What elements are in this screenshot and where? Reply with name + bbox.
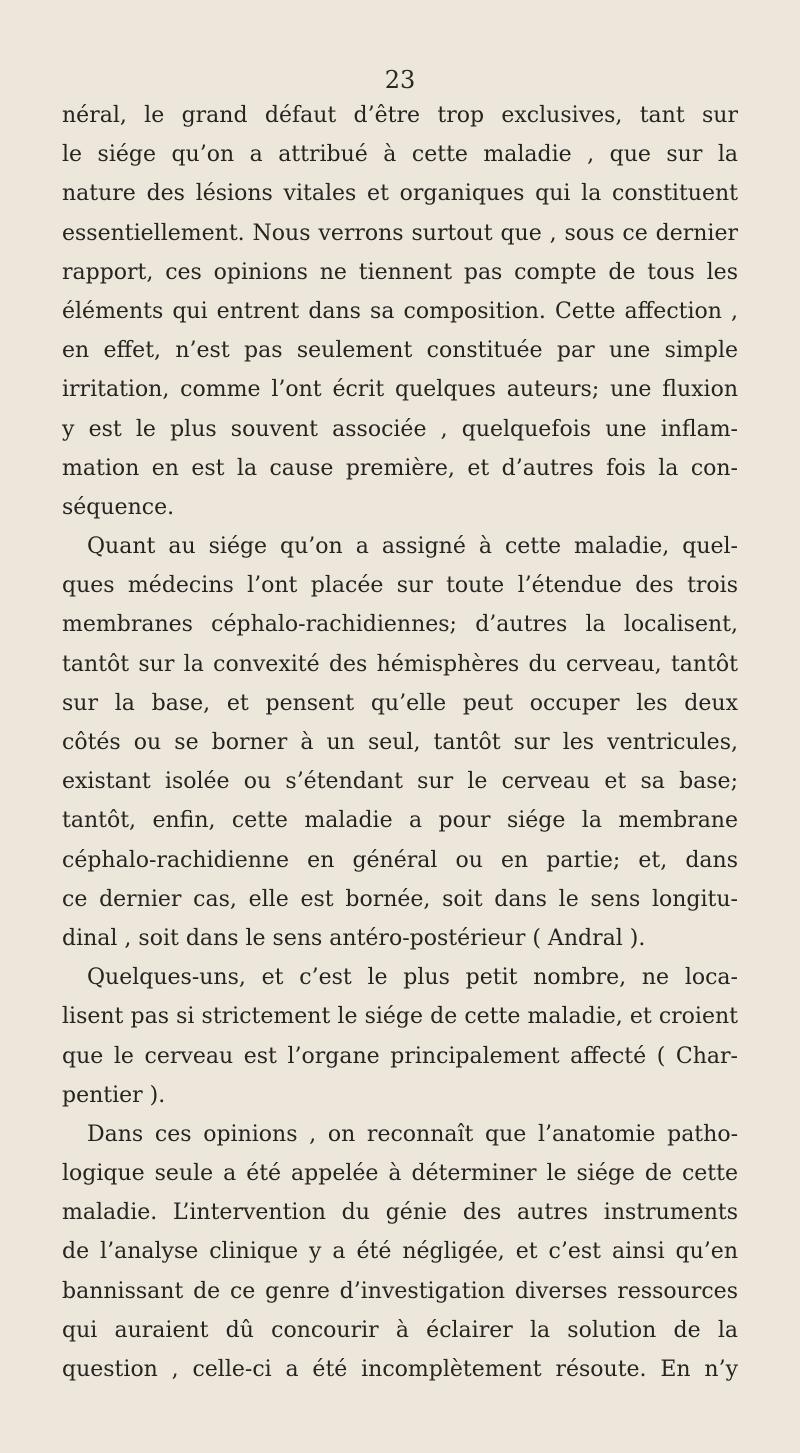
text-line: essentiellement. Nous verrons surtout que , sous ce dernier	[62, 220, 738, 246]
text-line: Dans ces opinions , on reconnaît que l’anatomie patho-	[87, 1121, 738, 1147]
text-line: Quant au siége qu’on a assigné à cette maladie, quel-	[87, 534, 738, 560]
text-line: ques médecins l’ont placée sur toute l’étendue des trois	[62, 573, 738, 599]
text-line: rapport, ces opinions ne tiennent pas compte de tous les	[62, 259, 738, 285]
text-line: séquence.	[62, 494, 175, 520]
text-line: de l’analyse clinique y a été négligée, et c’est ainsi qu’en	[62, 1239, 738, 1265]
text-line: membranes céphalo-rachidiennes; d’autres la localisent,	[62, 612, 738, 638]
text-line: irritation, comme l’ont écrit quelques auteurs; une fluxion	[62, 377, 738, 403]
page-number: 23	[384, 66, 416, 94]
text-line: côtés ou se borner à un seul, tantôt sur les ventricules,	[62, 730, 738, 755]
text-line: question , celle-ci a été incomplètement résoute. En n’y	[62, 1357, 738, 1382]
text-line: bannissant de ce genre d’investigation diverses ressources	[62, 1278, 738, 1304]
text-line: en effet, n’est pas seulement constituée par une simple	[62, 338, 738, 364]
text-line: mation en est la cause première, et d’autres fois la con-	[62, 455, 738, 481]
text-line: céphalo-rachidienne en général ou en partie; et, dans	[62, 847, 738, 873]
text-line: qui auraient dû concourir à éclairer la solution de la	[62, 1317, 738, 1343]
text-line: dinal , soit dans le sens antéro-postérieur ( Andral ).	[62, 925, 646, 951]
text-line: que le cerveau est l’organe principalement affecté ( Char-	[62, 1043, 738, 1069]
text-line: nature des lésions vitales et organiques qui la constituent	[62, 181, 738, 207]
text-line: tantôt, enfin, cette maladie a pour siége la membrane	[62, 808, 738, 834]
text-line: logique seule a été appelée à déterminer le siége de cette	[62, 1161, 738, 1187]
text-line: éléments qui entrent dans sa composition. Cette affection ,	[62, 298, 738, 324]
text-line: existant isolée ou s’étendant sur le cerveau et sa base;	[62, 769, 738, 795]
text-line: pentier ).	[62, 1082, 166, 1108]
text-line: Quelques-uns, et c’est le plus petit nombre, ne loca-	[87, 965, 738, 991]
text-line: néral, le grand défaut d’être trop exclusives, tant sur	[62, 103, 738, 128]
text-line: le siége qu’on a attribué à cette maladie , que sur la	[62, 142, 738, 168]
text-line: y est le plus souvent associée , quelquefois une inflam-	[62, 416, 738, 442]
body-text	[62, 96, 738, 1389]
text-line: ce dernier cas, elle est bornée, soit dans le sens longitu-	[62, 886, 738, 912]
text-line: sur la base, et pensent qu’elle peut occuper les deux	[62, 690, 738, 716]
text-line: lisent pas si strictement le siége de cette maladie, et croient	[62, 1004, 738, 1030]
text-line: maladie. L’intervention du génie des autres instruments	[62, 1200, 738, 1226]
text-line: tantôt sur la convexité des hémisphères du cerveau, tantôt	[62, 651, 738, 677]
